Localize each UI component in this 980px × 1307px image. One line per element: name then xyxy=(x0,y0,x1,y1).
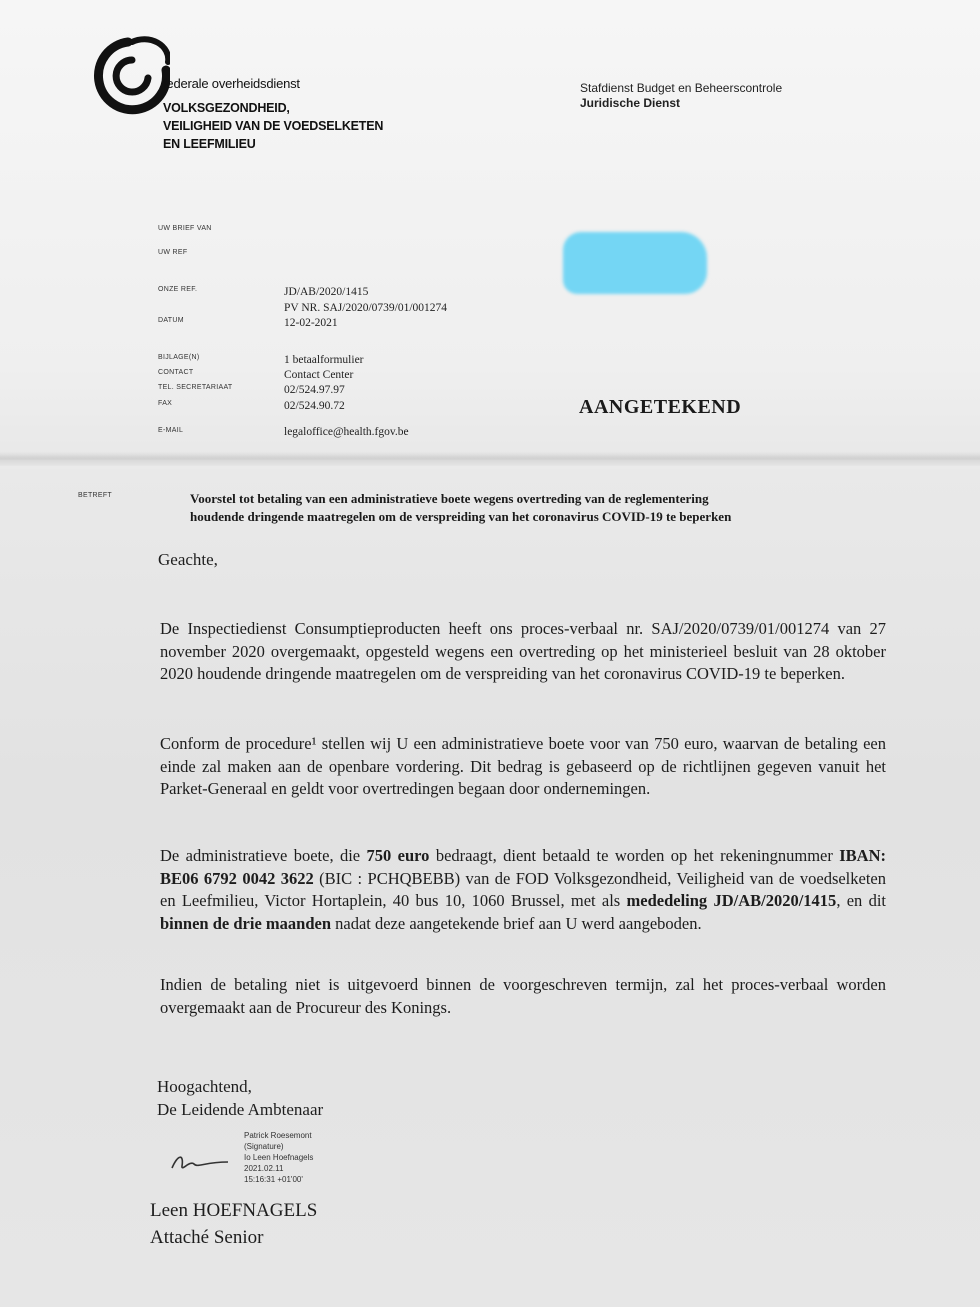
org-name-line3: VEILIGHEID VAN DE VOEDSELKETEN xyxy=(163,119,384,133)
payment-text-part1: De administratieve boete, die xyxy=(160,846,367,865)
signature-line4: 2021.02.11 xyxy=(244,1164,284,1173)
org-name-line4: EN LEEFMILIEU xyxy=(163,137,256,151)
payment-deadline: binnen de drie maanden xyxy=(160,913,331,933)
iban: IBAN: BE06 6792 0042 3622 xyxy=(160,846,886,888)
signature-line1: Patrick Roesemont xyxy=(244,1131,312,1140)
closing-role: De Leidende Ambtenaar xyxy=(157,1100,324,1119)
email-value: legaloffice@health.fgov.be xyxy=(284,426,409,438)
contact-label: CONTACT xyxy=(158,369,194,376)
department-line2: Juridische Dienst xyxy=(580,96,681,110)
subject-text xyxy=(190,490,890,526)
date-value: 12-02-2021 xyxy=(284,317,338,329)
department-line1: Stafdienst Budget en Beheerscontrole xyxy=(580,81,783,95)
your-ref-label: UW REF xyxy=(158,249,188,256)
paragraph-payment-instructions xyxy=(160,845,886,935)
our-ref-label: ONZE REF. xyxy=(158,286,198,293)
fax-label: FAX xyxy=(158,400,173,407)
subject-line2: houdende dringende maatregelen om de verspreiding van het coronavirus COVID-19 te beperken xyxy=(190,509,732,524)
payment-text-part5: nadat deze aangetekende brief aan U werd aangeboden. xyxy=(331,913,702,933)
attachment-label: BIJLAGE(N) xyxy=(158,354,200,361)
closing-greeting: Hoogachtend, xyxy=(157,1077,252,1096)
date-label: DATUM xyxy=(158,317,184,324)
our-ref-value: JD/AB/2020/1415 xyxy=(284,286,369,298)
redacted-address xyxy=(563,232,707,294)
payment-text-part4: , en dit xyxy=(836,891,886,910)
org-name-line2: VOLKSGEZONDHEID, xyxy=(163,101,290,115)
signer-name: Leen HOEFNAGELS xyxy=(150,1200,318,1221)
subject-label: BETREFT xyxy=(78,492,112,499)
paper-fold xyxy=(0,452,980,466)
attachment-value: 1 betaalformulier xyxy=(284,354,364,366)
fax-value: 02/524.90.72 xyxy=(284,400,345,412)
org-name-line1: federale overheidsdienst xyxy=(163,76,300,91)
payment-reference: mededeling JD/AB/2020/1415 xyxy=(626,891,837,910)
signer-title: Attaché Senior xyxy=(150,1227,264,1248)
payment-text-part2: bedraagt, dient betaald te worden op het rekeningnummer xyxy=(429,846,840,865)
phone-value: 02/524.97.97 xyxy=(284,384,345,396)
phone-label: TEL. SECRETARIAAT xyxy=(158,384,233,391)
signature-scribble-icon xyxy=(170,1150,230,1174)
subject-line1: Voorstel tot betaling van een administratieve boete wegens overtreding van de reglementering xyxy=(190,491,709,506)
salutation: Geachte, xyxy=(158,550,218,569)
paragraph-fine-proposal: Conform de procedure¹ stellen wij U een administratieve boete voor van 750 euro, waarvan de betaling een einde zal maken aan de openbare vordering. Dit bedrag is gebaseerd op de richtlijnen gegeven vanuit het Parket-Generaal en geldt voor overtredingen begaan door ondernemingen. xyxy=(160,734,886,798)
signature-line3: Io Leen Hoefnagels xyxy=(244,1153,314,1162)
signature-line2: (Signature) xyxy=(244,1142,284,1151)
digital-signature-block xyxy=(244,1130,313,1185)
paragraph-non-payment: Indien de betaling niet is uitgevoerd binnen de voorgeschreven termijn, zal het proces-verbaal worden overgemaakt aan de Procureur des Konings. xyxy=(160,975,886,1017)
pv-number-value: PV NR. SAJ/2020/0739/01/001274 xyxy=(284,302,448,314)
fod-logo-icon xyxy=(88,36,170,118)
fine-amount: 750 euro xyxy=(366,846,430,865)
signature-line5: 15:16:31 +01'00' xyxy=(244,1175,303,1184)
email-label: E-MAIL xyxy=(158,427,184,434)
registered-mail-mark: AANGETEKEND xyxy=(579,396,742,418)
your-letter-label: UW BRIEF VAN xyxy=(158,225,212,232)
paragraph-pv: De Inspectiedienst Consumptieproducten heeft ons proces-verbaal nr. SAJ/2020/0739/01/001274 van 27 november 2020 overgemaakt, opgesteld wegens een overtreding op het ministerieel besluit van 28 oktober 2020 houdende dringende maatregelen om de verspreiding van het coronavirus COVID-19 te beperken. xyxy=(160,619,886,683)
payment-text-part3: (BIC : PCHQBEBB) van de FOD Volksgezondheid, Veiligheid van de voedselketen en Leefmilieu, Victor Hortaplein, 40 bus 10, 1060 Brussel, met als xyxy=(160,868,886,910)
contact-value: Contact Center xyxy=(284,369,354,381)
